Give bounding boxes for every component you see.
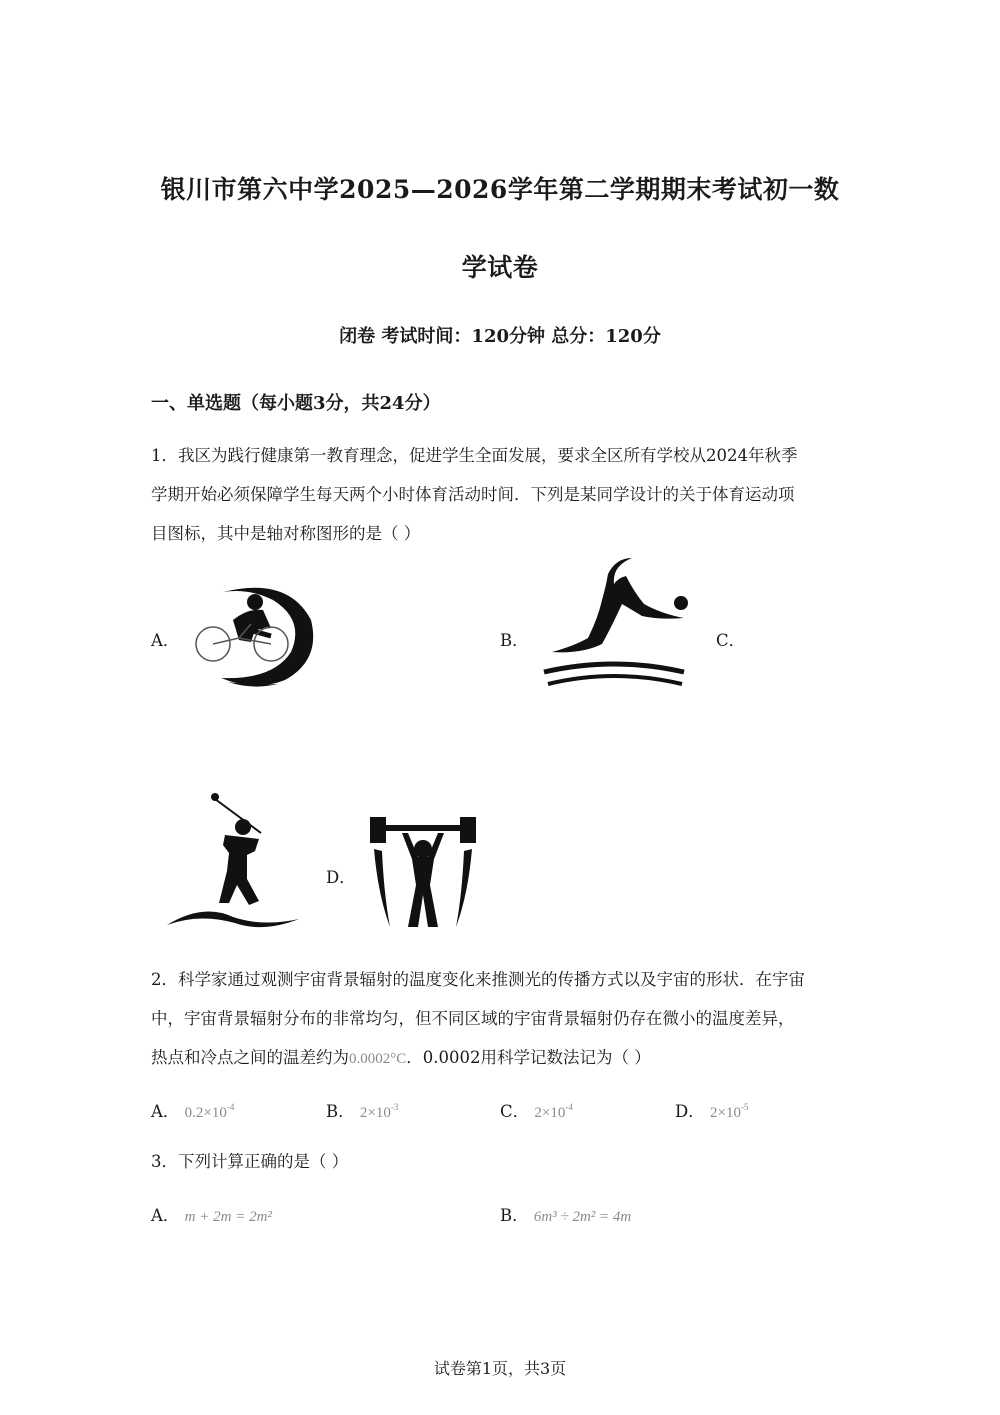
question-2-stem bbox=[151, 960, 851, 1079]
q1-line1: 1．我区为践行健康第一教育理念，促进学生全面发展，要求全区所有学校从2024年秋季 bbox=[151, 446, 798, 465]
q2-option-a-label: A． bbox=[151, 1102, 180, 1121]
q2-line3-pre: 热点和冷点之间的温差约为 bbox=[151, 1048, 349, 1067]
q1-line3: 目图标，其中是轴对称图形的是（ ） bbox=[151, 524, 421, 543]
q2-line3 bbox=[151, 1038, 851, 1079]
q3-option-a-expr: m + 2m = 2m² bbox=[184, 1209, 272, 1225]
q3-option-a[interactable] bbox=[151, 1202, 272, 1226]
volleyball-icon bbox=[542, 556, 692, 688]
q2-option-d[interactable] bbox=[675, 1098, 748, 1122]
q1-option-d-label[interactable]: D． bbox=[326, 868, 356, 887]
q2-line2: 中，宇宙背景辐射分布的非常均匀，但不同区域的宇宙背景辐射仍存在微小的温度差异， bbox=[151, 1009, 795, 1028]
q2-option-a[interactable] bbox=[151, 1098, 234, 1122]
exam-subtitle: 闭卷 考试时间：120分钟 总分：120分 bbox=[339, 326, 661, 347]
q2-option-d-value: $2\times 10^{-5}$ bbox=[709, 1102, 749, 1121]
golf-icon bbox=[163, 793, 301, 933]
q1-line2: 学期开始必须保障学生每天两个小时体育活动时间．下列是某同学设计的关于体育运动项 bbox=[151, 485, 795, 504]
question-3-stem: 3．下列计算正确的是（ ） bbox=[151, 1152, 349, 1171]
q2-option-b[interactable] bbox=[326, 1098, 398, 1122]
weightlifting-icon bbox=[368, 815, 480, 930]
q2-option-c[interactable] bbox=[500, 1098, 573, 1122]
q2-line3-post: ．0.0002用科学记数法记为（ ） bbox=[406, 1048, 651, 1067]
exam-title-line1: 银川市第六中学2025—2026学年第二学期期末考试初一数 bbox=[160, 175, 840, 204]
q2-option-c-value: $2\times 10^{-4}$ bbox=[534, 1102, 573, 1121]
q1-option-b-label[interactable]: B． bbox=[500, 631, 529, 650]
exam-title-line2: 学试卷 bbox=[461, 253, 539, 282]
q2-option-b-label: B． bbox=[326, 1102, 355, 1121]
question-1-stem bbox=[151, 436, 851, 553]
q2-option-c-label: C． bbox=[500, 1102, 530, 1121]
q1-option-a-label[interactable]: A． bbox=[151, 631, 180, 650]
q2-option-d-label: D． bbox=[675, 1102, 705, 1121]
q1-option-c-label[interactable]: C． bbox=[716, 631, 746, 650]
cycling-icon bbox=[193, 580, 318, 690]
q3-option-b[interactable] bbox=[500, 1202, 631, 1226]
section-heading: 一、单选题（每小题3分，共24分） bbox=[151, 393, 441, 414]
q2-option-a-value: $0.2\times 10^{-4}$ bbox=[184, 1102, 235, 1121]
q3-option-b-label: B． bbox=[500, 1206, 529, 1225]
q3-option-b-expr: 6m³ ÷ 2m² = 4m bbox=[533, 1209, 632, 1225]
q3-option-a-label: A． bbox=[151, 1206, 180, 1225]
page-footer: 试卷第1页，共3页 bbox=[433, 1359, 567, 1378]
q2-option-b-value: $2\times 10^{-3}$ bbox=[359, 1102, 399, 1121]
q2-line1: 2．科学家通过观测宇宙背景辐射的温度变化来推测光的传播方式以及宇宙的形状．在宇宙 bbox=[151, 970, 805, 989]
q2-temperature: 0.0002°C bbox=[349, 1051, 407, 1067]
